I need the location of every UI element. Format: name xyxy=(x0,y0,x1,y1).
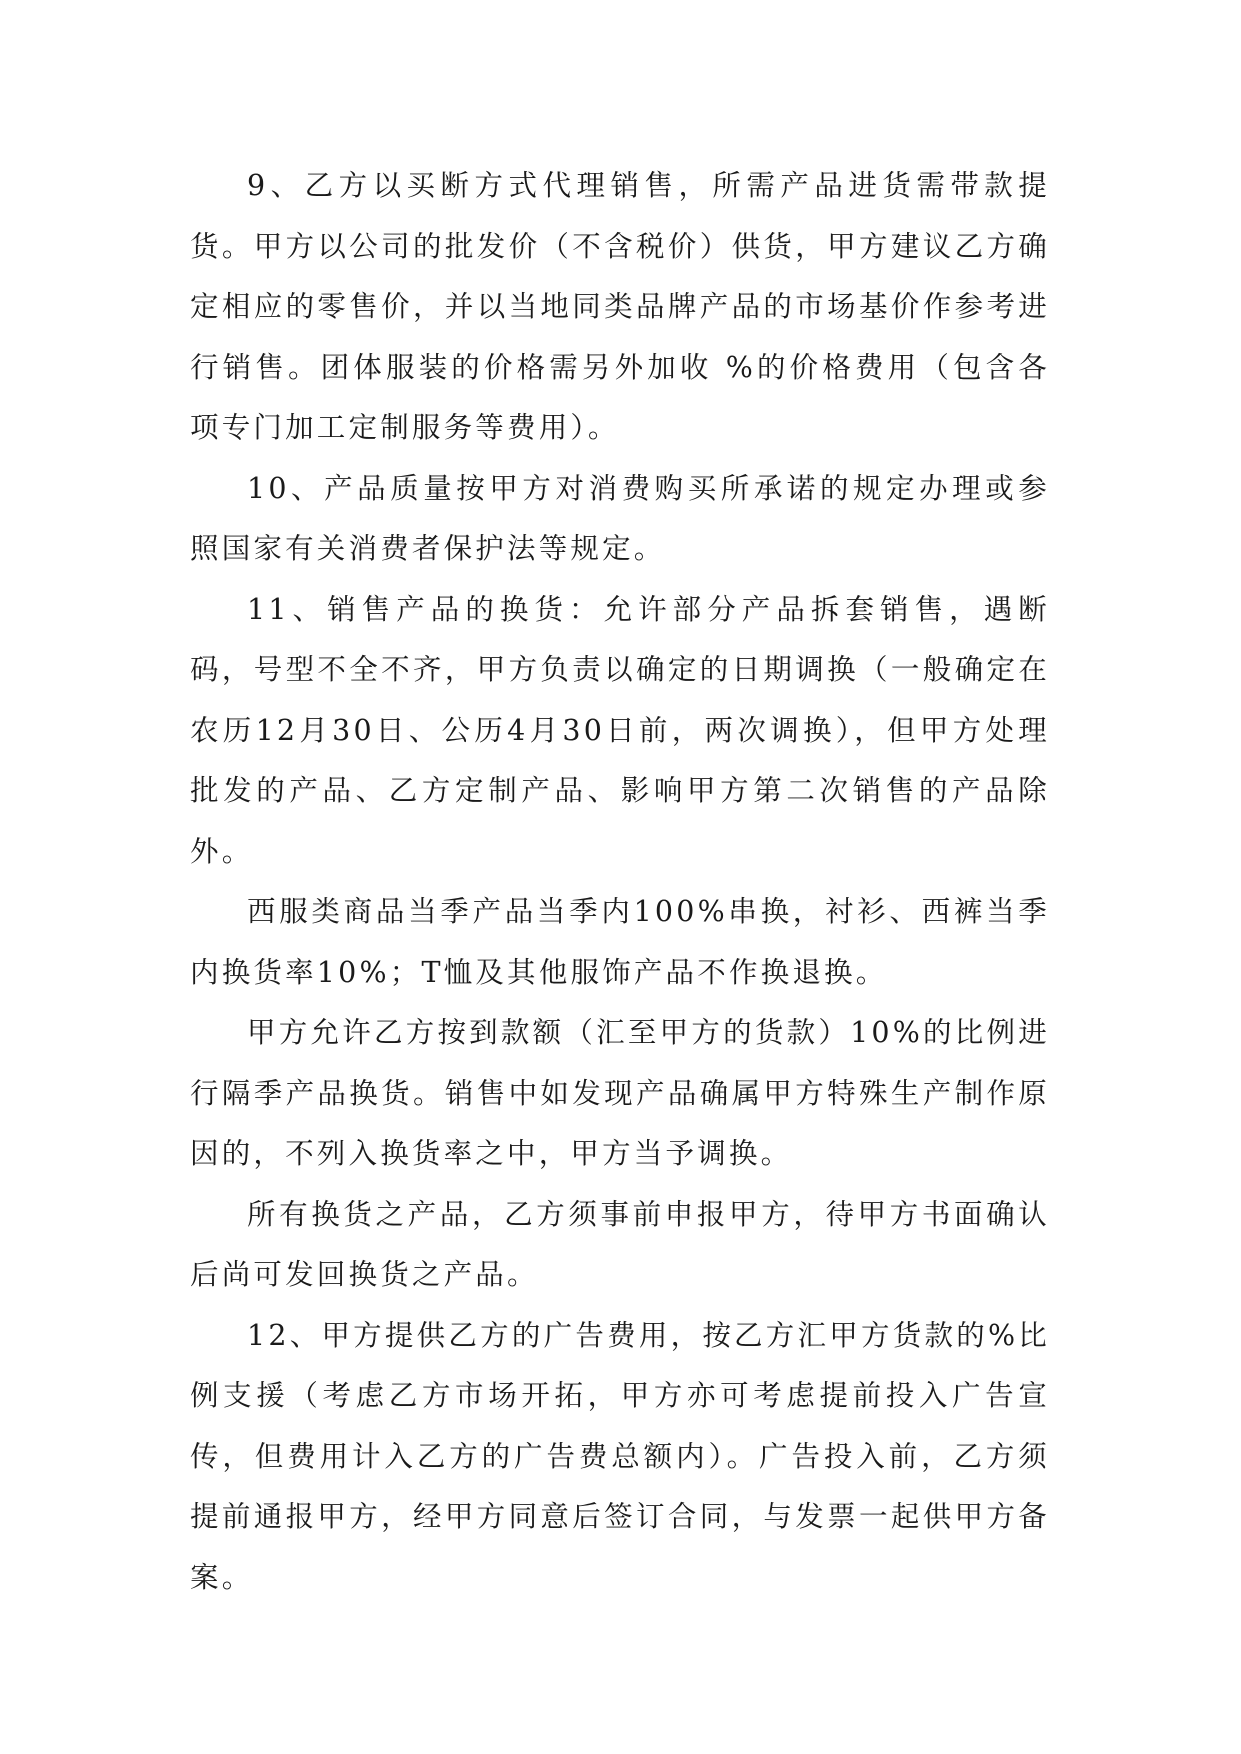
clause-9-paragraph: 9、乙方以买断方式代理销售，所需产品进货需带款提货。甲方以公司的批发价（不含税价）供货，甲方建议乙方确定相应的零售价，并以当地同类品牌产品的市场基价作参考进行销售。团体服装的价格需另外加收 %的价格费用（包含各项专门加工定制服务等费用）。 xyxy=(190,169,1050,444)
exchange-approval-paragraph: 所有换货之产品，乙方须事前申报甲方，待甲方书面确认后尚可发回换货之产品。 xyxy=(190,1197,1050,1291)
clause-11-paragraph: 11、销售产品的换货：允许部分产品拆套销售，遇断码，号型不全不齐，甲方负责以确定的日期调换（一般确定在农历12月30日、公历4月30日前，两次调换），但甲方处理批发的产品、乙方定制产品、影响甲方第二次销售的产品除外。 xyxy=(190,592,1050,868)
off-season-exchange-paragraph: 甲方允许乙方按到款额（汇至甲方的货款）10%的比例进行隔季产品换货。销售中如发现产品确属甲方特殊生产制作原因的，不列入换货率之中，甲方当予调换。 xyxy=(190,1016,1050,1170)
suit-exchange-paragraph: 西服类商品当季产品当季内100%串换，衬衫、西裤当季内换货率10%；T恤及其他服饰产品不作换退换。 xyxy=(190,895,1050,989)
clause-12-paragraph: 12、甲方提供乙方的广告费用，按乙方汇甲方货款的%比例支援（考虑乙方市场开拓，甲方亦可考虑提前投入广告宣传，但费用计入乙方的广告费总额内）。广告投入前，乙方须提前通报甲方，经甲方同意后签订合同，与发票一起供甲方备案。 xyxy=(190,1318,1050,1594)
document-page xyxy=(190,156,1050,1608)
clause-10-paragraph: 10、产品质量按甲方对消费购买所承诺的规定办理或参照国家有关消费者保护法等规定。 xyxy=(190,471,1050,565)
